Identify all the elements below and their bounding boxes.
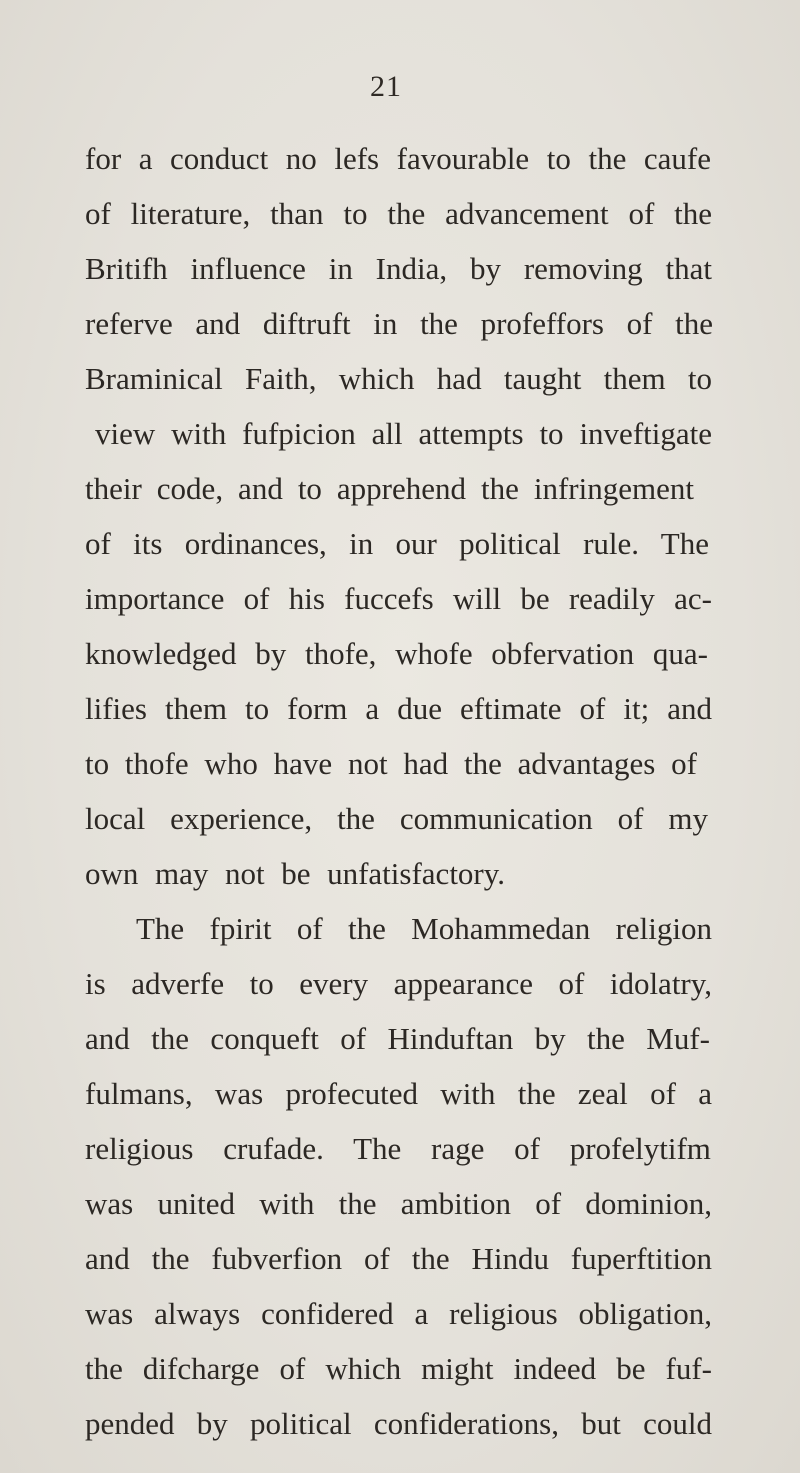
text-line: knowledged by thofe, whofe obfervation qua- xyxy=(85,636,708,671)
text-line: religious crufade. The rage of profelytifm xyxy=(85,1131,711,1166)
text-line: The fpirit of the Mohammedan religion xyxy=(136,911,712,946)
text-line: the difcharge of which might indeed be fuf- xyxy=(85,1351,712,1386)
text-line: view with fufpicion all attempts to inveftigate xyxy=(95,416,712,451)
page-number: 21 xyxy=(370,70,402,103)
text-line: of literature, than to the advancement of the xyxy=(85,196,712,231)
text-line: importance of his fuccefs will be readily ac- xyxy=(85,581,712,616)
text-line: of its ordinances, in our political rule. The xyxy=(85,526,709,561)
text-line: lifies them to form a due eftimate of it; and xyxy=(85,691,712,726)
text-line: local experience, the communication of my xyxy=(85,801,708,836)
text-line: Britifh influence in India, by removing that xyxy=(85,251,712,286)
text-line: was always confidered a religious obligation, xyxy=(85,1296,712,1331)
text-line: own may not be unfatisfactory. xyxy=(85,856,505,891)
text-line: referve and diftruft in the profeffors of the xyxy=(85,306,713,341)
text-line: was united with the ambition of dominion, xyxy=(85,1186,712,1221)
text-line: fulmans, was profecuted with the zeal of a xyxy=(85,1076,712,1111)
text-line: is adverfe to every appearance of idolatry, xyxy=(85,966,712,1001)
text-line: Braminical Faith, which had taught them to xyxy=(85,361,712,396)
text-line: for a conduct no lefs favourable to the caufe xyxy=(85,141,711,176)
text-line: and the fubverfion of the Hindu fuperftition xyxy=(85,1241,712,1276)
text-line: their code, and to apprehend the infringement xyxy=(85,471,694,506)
text-line: pended by political confiderations, but could xyxy=(85,1406,712,1441)
text-line: to thofe who have not had the advantages of xyxy=(85,746,697,781)
text-line: and the conqueft of Hinduftan by the Muf- xyxy=(85,1021,710,1056)
